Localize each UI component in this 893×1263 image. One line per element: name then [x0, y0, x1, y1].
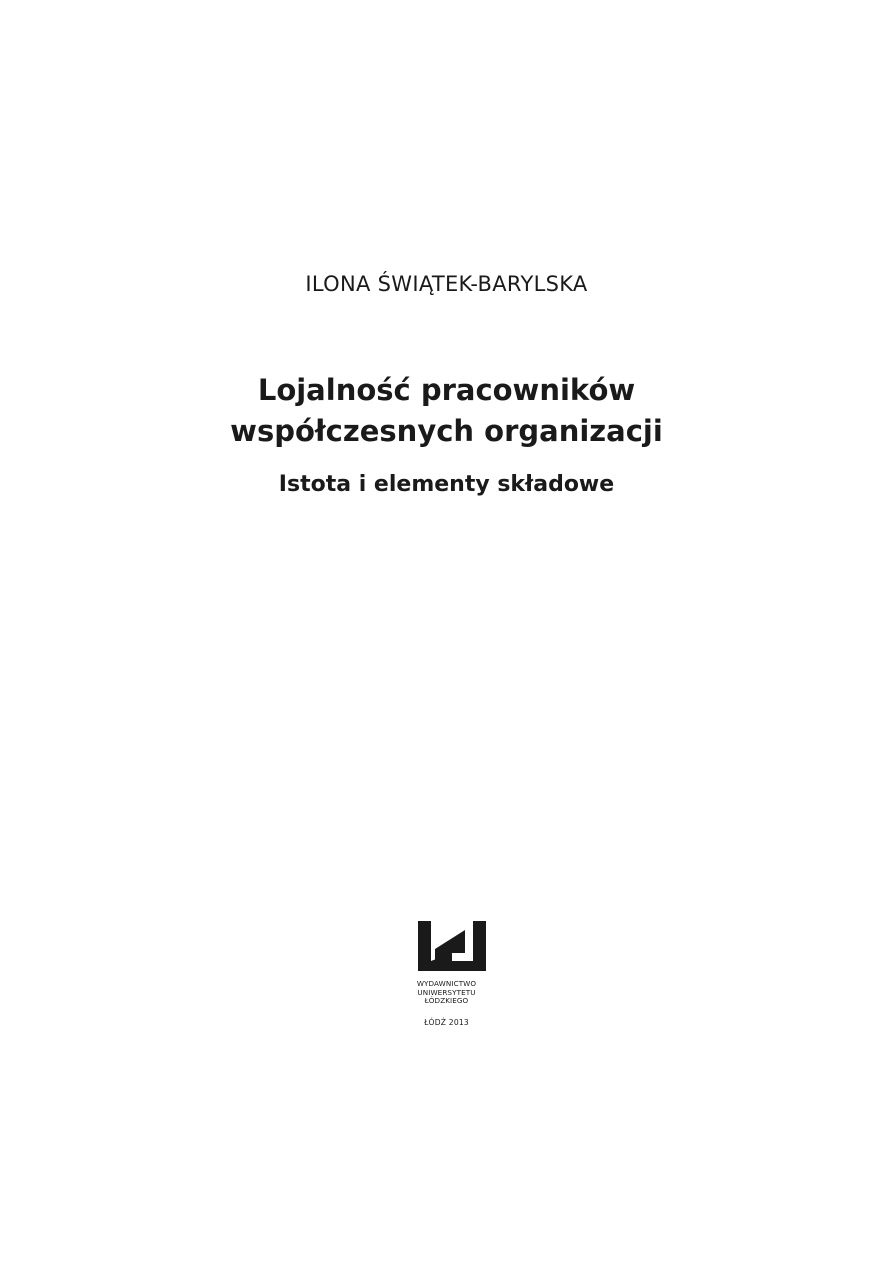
- book-title-line-1: Lojalność pracowników: [257, 373, 636, 407]
- publisher-line-1: WYDAWNICTWO: [416, 979, 477, 988]
- book-title: [0, 370, 893, 452]
- place-and-year: ŁÓDŹ 2013: [424, 1018, 469, 1027]
- publisher-name: [0, 980, 893, 1006]
- book-subtitle: Istota i elementy składowe: [278, 472, 615, 497]
- book-title-line-2: współczesnych organizacji: [230, 414, 663, 448]
- author-name: ILONA ŚWIĄTEK-BARYLSKA: [305, 272, 588, 296]
- publisher-line-2: UNIWERSYTETU: [417, 987, 476, 997]
- publisher-logo-icon: [418, 921, 486, 971]
- publisher-line-3: ŁÓDZKIEGO: [424, 996, 469, 1006]
